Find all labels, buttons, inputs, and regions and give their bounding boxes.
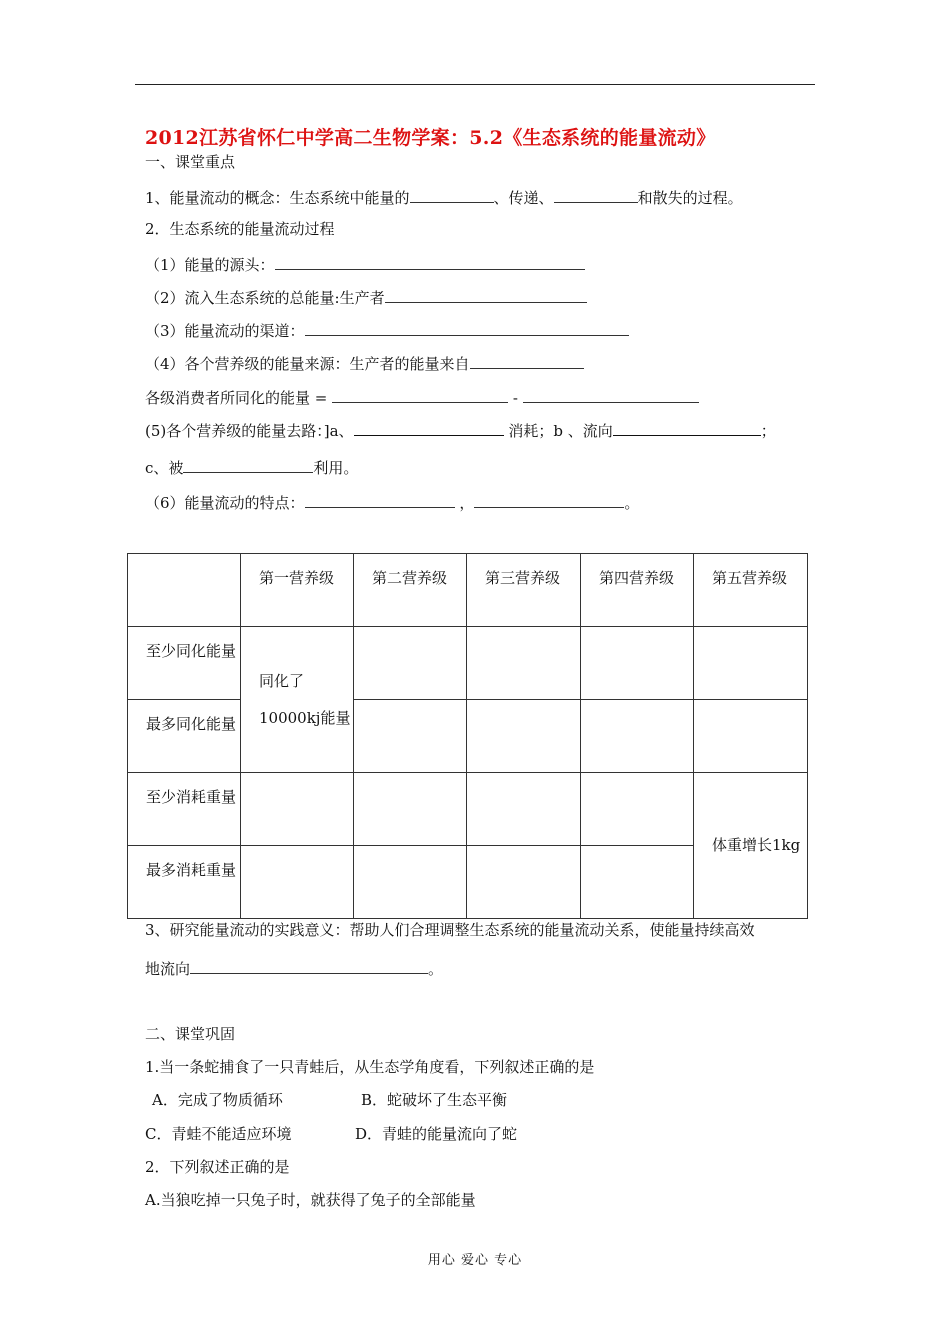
answer-cell[interactable] xyxy=(581,846,694,919)
item-label: （4）各个营养级的能量来源：生产者的能量来自 xyxy=(145,355,470,373)
answer-cell[interactable] xyxy=(694,700,808,773)
table-row xyxy=(128,700,808,773)
answer-cell[interactable] xyxy=(241,846,354,919)
answer-cell[interactable] xyxy=(354,773,467,846)
header-rule xyxy=(135,84,815,85)
fill-blank[interactable] xyxy=(385,286,587,303)
row-label: 至少同化能量 xyxy=(128,627,241,700)
item-5 xyxy=(145,419,776,441)
fill-blank[interactable] xyxy=(305,319,629,336)
item-label: 消耗；b 、流向 xyxy=(508,422,613,440)
table-corner-cell xyxy=(128,554,241,627)
fill-blank[interactable] xyxy=(523,386,699,403)
fill-blank[interactable] xyxy=(474,491,624,508)
table-header-cell: 第一营养级 xyxy=(241,554,354,627)
fill-blank[interactable] xyxy=(470,352,584,369)
answer-cell[interactable] xyxy=(354,627,467,700)
exercise-2-question: 2．下列叙述正确的是 xyxy=(145,1158,290,1176)
item-label: （1）能量的源头： xyxy=(145,256,275,274)
table-header-cell: 第四营养级 xyxy=(581,554,694,627)
fill-blank[interactable] xyxy=(332,386,508,403)
item-label: （2）流入生态系统的总能量:生产者 xyxy=(145,289,385,307)
exercise-1-question: 1.当一条蛇捕食了一只青蛙后，从生态学角度看，下列叙述正确的是 xyxy=(145,1058,595,1076)
fill-blank[interactable] xyxy=(613,419,761,436)
period: 。 xyxy=(624,494,640,512)
table-row xyxy=(128,773,808,846)
exercise-1-option-a[interactable]: A．完成了物质循环 xyxy=(152,1091,283,1109)
q1-text: 和散失的过程。 xyxy=(637,189,743,207)
answer-cell[interactable] xyxy=(467,773,581,846)
item-4b xyxy=(145,386,699,408)
item-1 xyxy=(145,253,585,275)
fill-blank[interactable] xyxy=(305,491,455,508)
fill-blank[interactable] xyxy=(410,186,494,203)
exercise-1-option-b[interactable]: B．蛇破坏了生态平衡 xyxy=(361,1091,508,1109)
fill-blank[interactable] xyxy=(275,253,585,270)
section-heading-1: 一、课堂重点 xyxy=(145,153,236,171)
row-label: 至少消耗重量 xyxy=(128,773,241,846)
answer-cell[interactable] xyxy=(241,773,354,846)
question-2: 2．生态系统的能量流动过程 xyxy=(145,220,335,238)
energy-table xyxy=(127,553,808,919)
answer-cell[interactable] xyxy=(581,700,694,773)
item-label: c、被 xyxy=(145,459,184,477)
answer-cell[interactable] xyxy=(581,627,694,700)
section-heading-2: 二、课堂巩固 xyxy=(145,1025,236,1043)
question-1 xyxy=(145,186,743,208)
answer-cell[interactable] xyxy=(467,846,581,919)
answer-cell[interactable] xyxy=(467,700,581,773)
exercise-1-option-d[interactable]: D．青蛙的能量流向了蛇 xyxy=(355,1125,518,1143)
fifth-level-note: 体重增长1kg xyxy=(694,773,808,919)
table-header-cell: 第二营养级 xyxy=(354,554,467,627)
table-header-cell: 第五营养级 xyxy=(694,554,808,627)
item-3 xyxy=(145,319,629,341)
item-label: （6）能量流动的特点： xyxy=(145,494,305,512)
answer-cell[interactable] xyxy=(354,846,467,919)
page-title: 2012江苏省怀仁中学高二生物学案：5.2《生态系统的能量流动》 xyxy=(145,127,716,149)
item-label: 各级消费者所同化的能量 = xyxy=(145,389,328,407)
period: 。 xyxy=(428,960,444,978)
exercise-1-option-c[interactable]: C．青蛙不能适应环境 xyxy=(145,1125,292,1143)
answer-cell[interactable] xyxy=(467,627,581,700)
page-footer: 用心 爱心 专心 xyxy=(427,1253,523,1268)
item-4 xyxy=(145,352,584,374)
item-label: 地流向 xyxy=(145,960,191,978)
exercise-2-option-a[interactable]: A.当狼吃掉一只兔子时，就获得了兔子的全部能量 xyxy=(145,1191,476,1209)
table-header-row xyxy=(128,554,808,627)
q1-text: 、传递、 xyxy=(493,189,554,207)
item-label: (5)各个营养级的能量去路：]a、 xyxy=(145,422,354,440)
item-label: ； xyxy=(760,422,776,440)
item-2 xyxy=(145,286,587,308)
fill-blank[interactable] xyxy=(354,419,504,436)
item-label: 利用。 xyxy=(313,459,359,477)
question-3-cont xyxy=(145,957,443,979)
minus-sign: - xyxy=(512,389,518,407)
item-label: （3）能量流动的渠道： xyxy=(145,322,305,340)
row-label: 最多消耗重量 xyxy=(128,846,241,919)
item-6 xyxy=(145,491,639,513)
answer-cell[interactable] xyxy=(354,700,467,773)
answer-cell[interactable] xyxy=(581,773,694,846)
fill-blank[interactable] xyxy=(554,186,638,203)
row-label: 最多同化能量 xyxy=(128,700,241,773)
first-level-note: 同化了10000kj能量 xyxy=(241,627,354,773)
comma: ， xyxy=(459,494,475,512)
q1-text: 1、能量流动的概念：生态系统中能量的 xyxy=(145,189,410,207)
table-row xyxy=(128,627,808,700)
item-5c xyxy=(145,456,358,478)
table-header-cell: 第三营养级 xyxy=(467,554,581,627)
answer-cell[interactable] xyxy=(694,627,808,700)
fill-blank[interactable] xyxy=(190,957,428,974)
question-3: 3、研究能量流动的实践意义：帮助人们合理调整生态系统的能量流动关系，使能量持续高效 xyxy=(145,921,755,939)
fill-blank[interactable] xyxy=(183,456,313,473)
